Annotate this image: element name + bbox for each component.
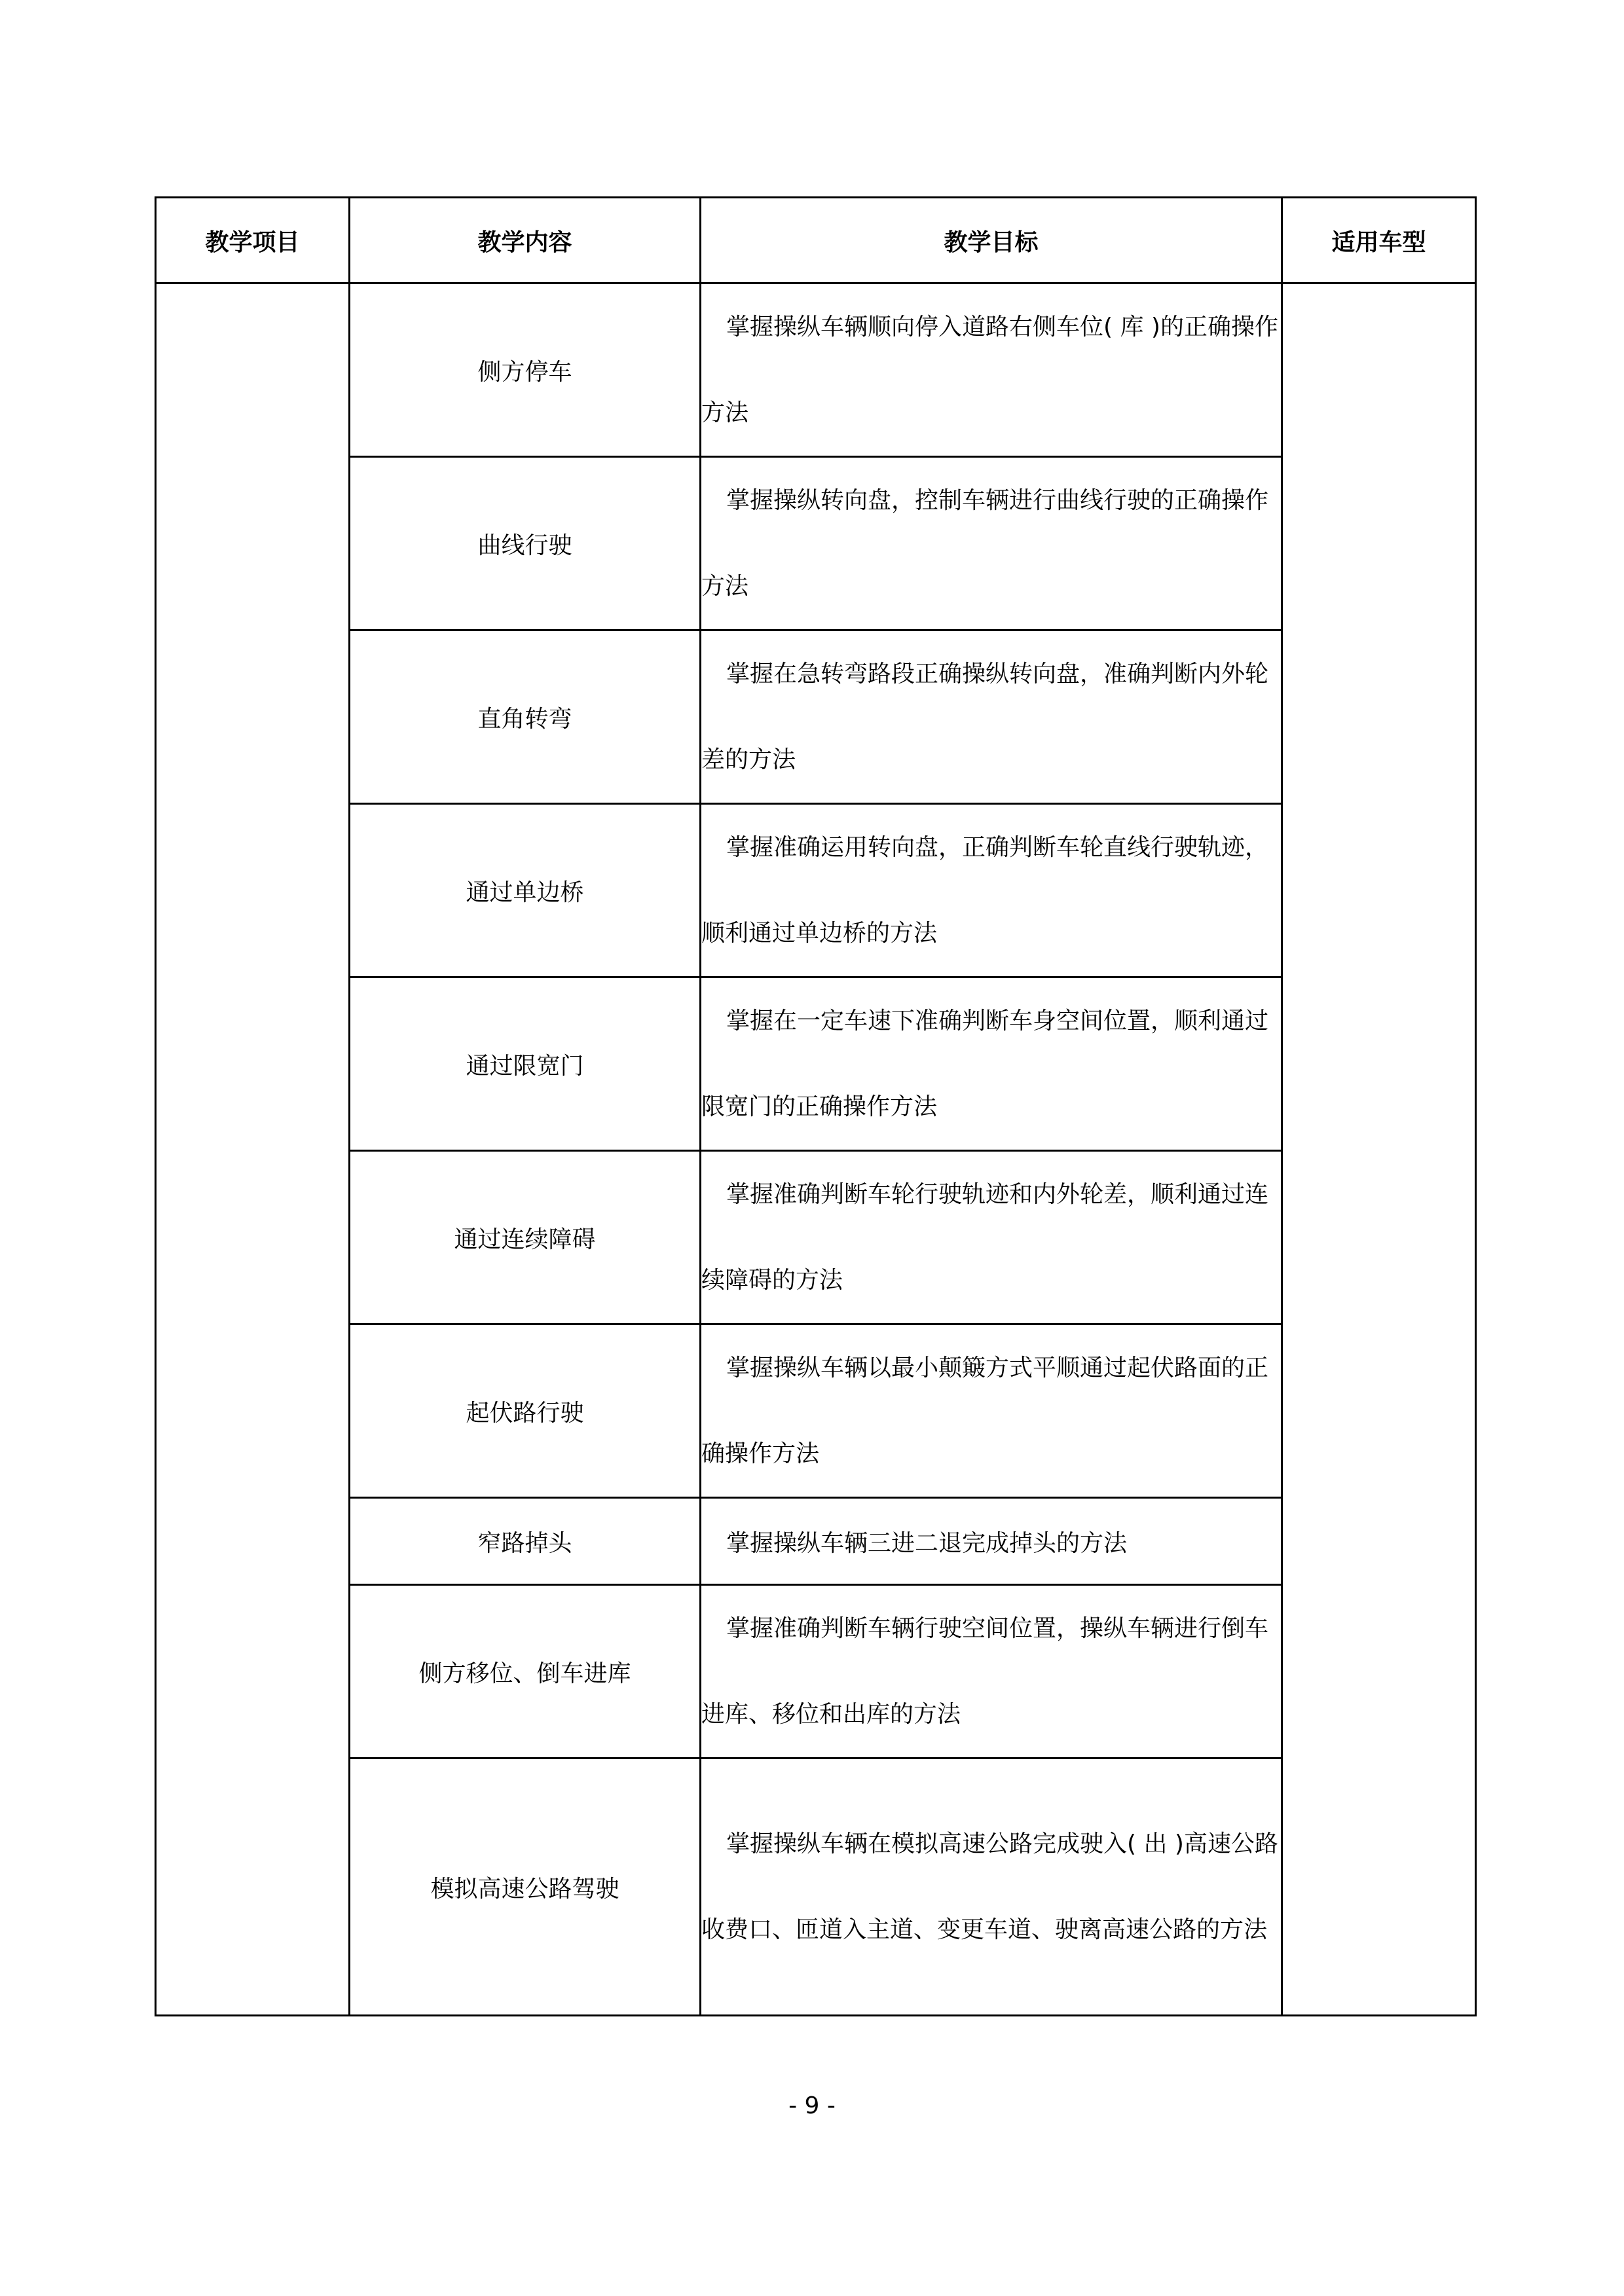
goal-cell: 掌握操纵车辆以最小颠簸方式平顺通过起伏路面的正确操作方法 [701,1324,1282,1498]
goal-cell: 掌握准确判断车辆行驶空间位置，操纵车辆进行倒车进库、移位和出库的方法 [701,1585,1282,1758]
project-cell [156,283,350,2016]
syllabus-table [155,196,1477,2016]
table-row [156,630,1476,804]
table-row [156,1324,1476,1498]
page-number: - 9 - [788,2092,836,2119]
goal-cell: 掌握操纵车辆顺向停入道路右侧车位( 库 )的正确操作方法 [701,283,1282,457]
table-row [156,1498,1476,1585]
table-row [156,977,1476,1151]
content-cell: 窄路掉头 [350,1498,701,1585]
goal-cell: 掌握准确判断车轮行驶轨迹和内外轮差，顺利通过连续障碍的方法 [701,1151,1282,1324]
table-row [156,1758,1476,2016]
goal-cell: 掌握操纵车辆三进二退完成掉头的方法 [701,1498,1282,1585]
content-cell: 直角转弯 [350,630,701,804]
content-cell: 通过连续障碍 [350,1151,701,1324]
table-header-row [156,198,1476,283]
goal-cell: 掌握在一定车速下准确判断车身空间位置，顺利通过限宽门的正确操作方法 [701,977,1282,1151]
content-cell: 起伏路行驶 [350,1324,701,1498]
header-project: 教学项目 [156,198,350,283]
vehicle-cell [1282,283,1476,2016]
table-row [156,1585,1476,1758]
table-row [156,1151,1476,1324]
content-cell: 侧方停车 [350,283,701,457]
table-row [156,283,1476,457]
content-cell: 模拟高速公路驾驶 [350,1758,701,2016]
content-cell: 侧方移位、倒车进库 [350,1585,701,1758]
header-content: 教学内容 [350,198,701,283]
content-cell: 通过限宽门 [350,977,701,1151]
table-row [156,457,1476,630]
header-goal: 教学目标 [701,198,1282,283]
content-cell: 曲线行驶 [350,457,701,630]
goal-cell: 掌握在急转弯路段正确操纵转向盘，准确判断内外轮差的方法 [701,630,1282,804]
goal-cell: 掌握操纵转向盘，控制车辆进行曲线行驶的正确操作方法 [701,457,1282,630]
goal-cell: 掌握操纵车辆在模拟高速公路完成驶入( 出 )高速公路收费口、匝道入主道、变更车道、驶离高速公路的方法 [701,1758,1282,2016]
table-row [156,804,1476,977]
goal-cell: 掌握准确运用转向盘，正确判断车轮直线行驶轨迹，顺利通过单边桥的方法 [701,804,1282,977]
content-cell: 通过单边桥 [350,804,701,977]
header-vehicle: 适用车型 [1282,198,1476,283]
